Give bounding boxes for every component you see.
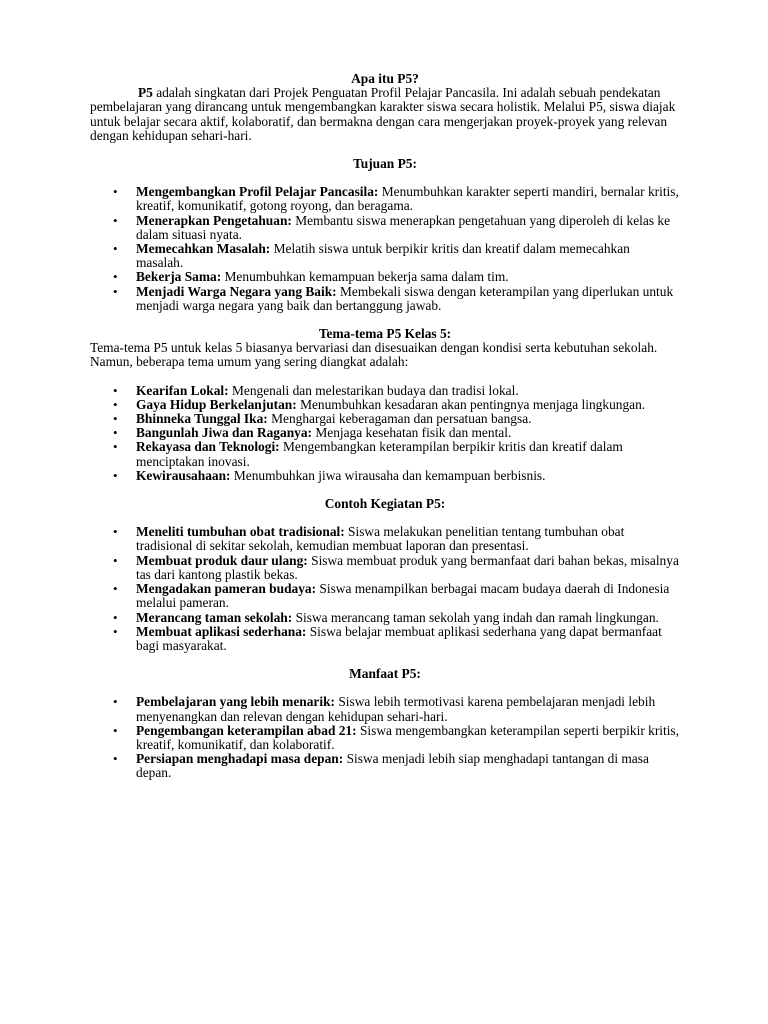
item-text: Menumbuhkan kesadaran akan pentingnya menjaga lingkungan. <box>296 396 646 412</box>
bullet-icon: • <box>113 382 118 398</box>
item-text: Mengembangkan keterampilan berpikir kritis dan kreatif dalam menciptakan inovasi. <box>136 439 623 469</box>
bullet-icon: • <box>113 524 118 540</box>
item-term: Membuat aplikasi sederhana: <box>136 623 307 639</box>
item-text: Siswa mengembangkan keterampilan seperti berpikir kritis, kreatif, komunikatif, dan kolaboratif. <box>136 722 679 752</box>
bullet-icon: • <box>113 722 118 738</box>
item-text: Membantu siswa menerapkan pengetahuan yang diperoleh di kelas ke dalam situasi nyata. <box>136 212 671 242</box>
item-term: Merancang taman sekolah: <box>136 609 293 625</box>
item-term: Meneliti tumbuhan obat tradisional: <box>136 524 345 540</box>
list-item <box>113 212 680 242</box>
heading-activities: Contoh Kegiatan P5: <box>324 496 446 512</box>
bullet-icon: • <box>113 623 118 639</box>
bullet-icon: • <box>113 184 118 200</box>
bullet-icon: • <box>113 411 118 427</box>
item-term: Rekayasa dan Teknologi: <box>136 439 280 455</box>
themes-list <box>90 384 680 483</box>
item-term: Mengembangkan Profil Pelajar Pancasila: <box>136 184 379 200</box>
list-item <box>113 552 680 582</box>
item-term: Mengadakan pameran budaya: <box>136 581 317 597</box>
intro-bold: P5 <box>138 85 153 101</box>
list-item <box>113 722 680 752</box>
item-term: Bhinneka Tunggal Ika: <box>136 411 268 427</box>
item-text: Mengenali dan melestarikan budaya dan tradisi lokal. <box>228 382 519 398</box>
list-item <box>113 269 680 285</box>
bullet-icon: • <box>113 581 118 597</box>
bullet-icon: • <box>113 241 118 257</box>
activities-list <box>90 525 680 653</box>
heading-goals: Tujuan P5: <box>353 156 417 172</box>
themes-intro: Tema-tema P5 untuk kelas 5 biasanya bervariasi dan disesuaikan dengan kondisi serta kebutuhan sekolah. Namun, beberapa tema umum yang sering diangkat adalah: <box>90 340 658 370</box>
item-term: Bekerja Sama: <box>136 269 222 285</box>
goals-list <box>90 185 680 313</box>
item-text: Menumbuhkan jiwa wirausaha dan kemampuan berbisnis. <box>230 467 546 483</box>
heading-what-is-p5: Apa itu P5? <box>351 71 419 86</box>
bullet-icon: • <box>113 694 118 710</box>
item-text: Siswa menjadi lebih siap menghadapi tantangan di masa depan. <box>136 751 649 781</box>
bullet-icon: • <box>113 396 118 412</box>
bullet-icon: • <box>113 212 118 228</box>
heading-benefits: Manfaat P5: <box>349 666 421 682</box>
heading-themes: Tema-tema P5 Kelas 5: <box>318 326 452 342</box>
list-item <box>113 439 680 469</box>
bullet-icon: • <box>113 425 118 441</box>
list-item <box>113 609 680 625</box>
list-item <box>113 623 680 653</box>
bullet-icon: • <box>113 751 118 767</box>
item-text: Siswa membuat produk yang bermanfaat dari bahan bekas, misalnya tas dari kantong plastik bekas. <box>136 552 679 582</box>
item-text: Siswa melakukan penelitian tentang tumbuhan obat tradisional di sekitar sekolah, kemudian membuat laporan dan presentasi. <box>136 524 625 554</box>
list-item <box>113 382 680 398</box>
item-term: Memecahkan Masalah: <box>136 241 271 257</box>
item-term: Kearifan Lokal: <box>136 382 229 398</box>
list-item <box>113 425 680 441</box>
benefits-list <box>90 695 680 780</box>
list-item <box>113 581 680 611</box>
item-text: Melatih siswa untuk berpikir kritis dan kreatif dalam memecahkan masalah. <box>136 241 630 271</box>
item-term: Pengembangan keterampilan abad 21: <box>136 722 357 738</box>
item-text: Menumbuhkan kemampuan bekerja sama dalam tim. <box>221 269 509 285</box>
item-term: Bangunlah Jiwa dan Raganya: <box>136 425 312 441</box>
item-term: Pembelajaran yang lebih menarik: <box>136 694 335 710</box>
list-item <box>113 396 680 412</box>
list-item <box>113 184 680 214</box>
bullet-icon: • <box>113 283 118 299</box>
item-text: Siswa merancang taman sekolah yang indah dan ramah lingkungan. <box>292 609 659 625</box>
bullet-icon: • <box>113 439 118 455</box>
item-term: Gaya Hidup Berkelanjutan: <box>136 396 297 412</box>
list-item <box>113 467 680 483</box>
list-item <box>113 751 680 781</box>
list-item <box>113 411 680 427</box>
list-item <box>113 694 680 724</box>
item-term: Kewirausahaan: <box>136 467 231 483</box>
bullet-icon: • <box>113 269 118 285</box>
item-text: Membekali siswa dengan keterampilan yang diperlukan untuk menjadi warga negara yang baik dan bertanggung jawab. <box>136 283 674 313</box>
item-text: Menumbuhkan karakter seperti mandiri, bernalar kritis, kreatif, komunikatif, gotong royong, dan beragama. <box>136 184 679 214</box>
intro-paragraph <box>90 86 680 143</box>
item-term: Menerapkan Pengetahuan: <box>136 212 292 228</box>
item-term: Menjadi Warga Negara yang Baik: <box>136 283 337 299</box>
bullet-icon: • <box>113 467 118 483</box>
list-item <box>113 524 680 554</box>
list-item <box>113 241 680 271</box>
item-text: Siswa belajar membuat aplikasi sederhana yang dapat bermanfaat bagi masyarakat. <box>136 623 662 653</box>
intro-text: adalah singkatan dari Projek Penguatan Profil Pelajar Pancasila. Ini adalah sebuah pendekatan pembelajaran yang dirancang untuk mengembangkan karakter siswa secara holistik. Melalui P5, siswa diajak untuk belajar secara aktif, kolaboratif, dan bermakna dengan cara mengerjakan proyek-proyek yang relevan dengan kehidupan sehari-hari. <box>90 85 676 143</box>
bullet-icon: • <box>113 552 118 568</box>
item-text: Menjaga kesehatan fisik dan mental. <box>312 425 512 441</box>
bullet-icon: • <box>113 609 118 625</box>
item-text: Siswa menampilkan berbagai macam budaya daerah di Indonesia melalui pameran. <box>136 581 670 611</box>
item-text: Siswa lebih termotivasi karena pembelajaran menjadi lebih menyenangkan dan relevan dengan kehidupan sehari-hari. <box>136 694 656 724</box>
item-term: Membuat produk daur ulang: <box>136 552 308 568</box>
item-text: Menghargai keberagaman dan persatuan bangsa. <box>267 411 532 427</box>
item-term: Persiapan menghadapi masa depan: <box>136 751 344 767</box>
list-item <box>113 283 680 313</box>
